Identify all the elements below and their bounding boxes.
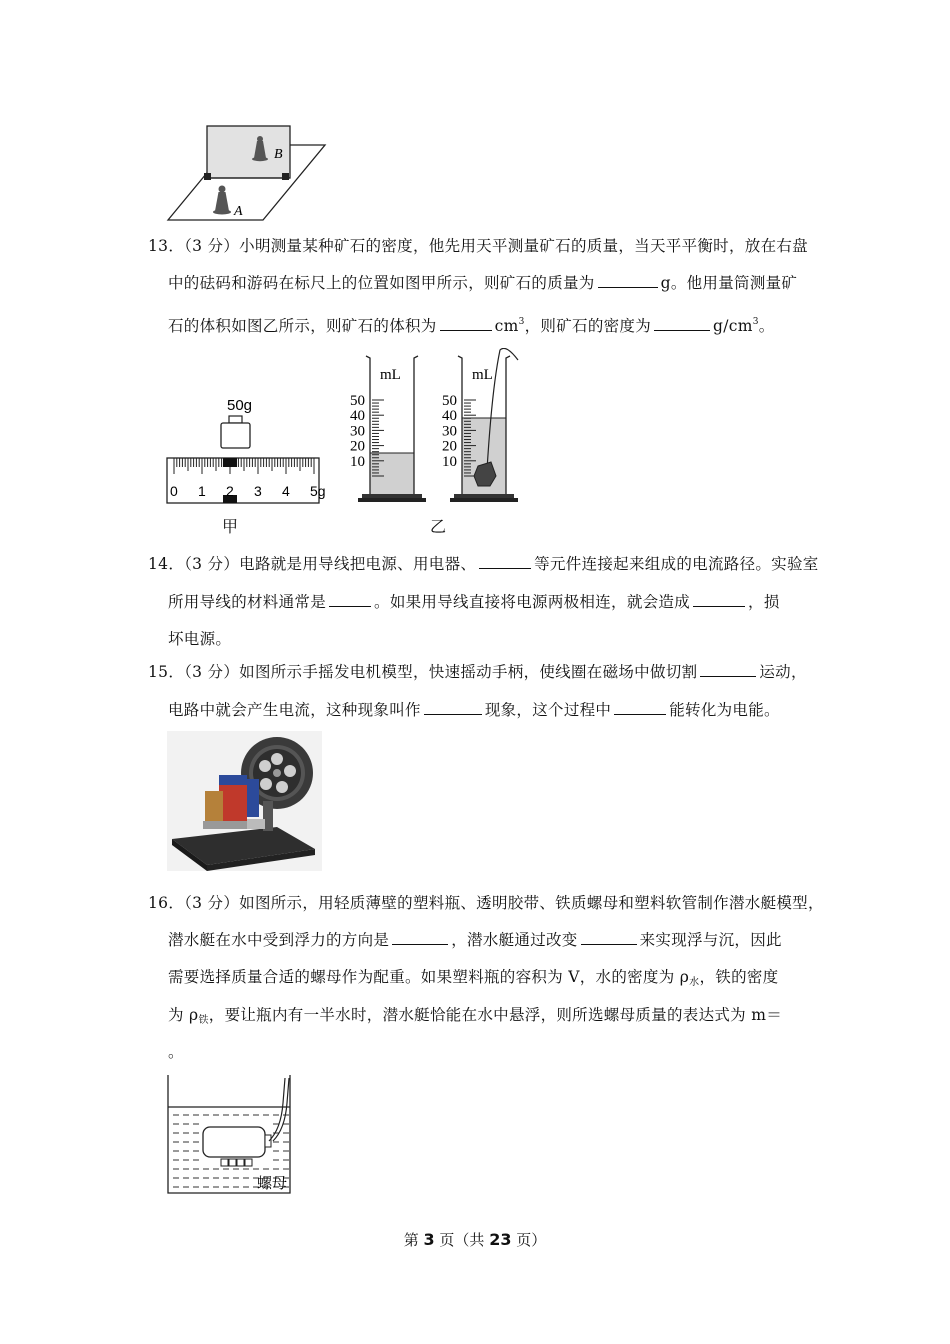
q16-line-1: 16．（3 分）如图所示，用轻质薄壁的塑料瓶、透明胶带、铁质螺母和塑料软管制作潜水艇模型，	[148, 894, 824, 912]
answer-blank-change[interactable]	[581, 930, 637, 945]
svg-text:mL: mL	[472, 367, 493, 383]
cylinder-label: 10	[350, 453, 365, 470]
candle-a	[213, 186, 231, 215]
ruler-label: 3	[254, 483, 262, 499]
nut-icons	[221, 1159, 252, 1166]
answer-blank-element[interactable]	[479, 554, 531, 569]
answer-blank-phenomenon[interactable]	[424, 700, 482, 715]
svg-text:mL: mL	[380, 367, 401, 383]
q15-line-2: 电路中就会产生电流，这种现象叫作 现象，这个过程中 能转化为电能。	[168, 701, 780, 719]
answer-blank-mass[interactable]	[598, 273, 658, 288]
svg-text:螺母: 螺母	[257, 1174, 288, 1192]
cylinder-label: 20	[442, 438, 457, 455]
q15-line-1: 15．（3 分）如图所示手摇发电机模型，快速摇动手柄，使线圈在磁场中做切割 运动，	[148, 663, 807, 681]
answer-blank-volume[interactable]	[440, 316, 492, 331]
q13-line-2: 中的砝码和游码在标尺上的位置如图甲所示，则矿石的质量为 g。他用量筒测量矿	[168, 274, 798, 292]
page-footer: 第 3 页（共 23 页）	[403, 1230, 547, 1249]
svg-text:B: B	[274, 147, 283, 162]
q16-line-4: 为 $\rho_铁$，要让瓶内有一半水时，潜水艇恰能在水中悬浮，则所选螺母质量的表达式为 m＝	[168, 1006, 782, 1026]
ruler-label: 1	[198, 483, 206, 499]
svg-text:A: A	[234, 204, 243, 219]
cylinder-label: 50	[350, 393, 365, 409]
q14-line-1: 14．（3 分）电路就是用导线把电源、用电器、 等元件连接起来组成的电流路径。实验室	[148, 555, 819, 573]
rider-top	[223, 458, 237, 467]
ruler-label: 2	[226, 483, 234, 499]
cylinder-label: 50	[442, 393, 457, 409]
ruler-label: 5g	[310, 483, 326, 499]
cylinder-empty	[350, 356, 426, 502]
plane-mirror-figure	[160, 120, 330, 225]
answer-blank-material[interactable]	[329, 592, 371, 607]
cylinder-label: 20	[350, 438, 365, 455]
cylinder-label: 40	[350, 408, 365, 425]
answer-blank-density[interactable]	[654, 316, 710, 331]
q14-line-3: 坏电源。	[168, 630, 232, 648]
figure-caption-yi: 乙	[430, 517, 447, 536]
figure-caption-jia: 甲	[222, 517, 239, 536]
plastic-bottle	[203, 1127, 265, 1157]
graduated-cylinders-figure	[340, 348, 530, 508]
svg-text:50g: 50g	[227, 397, 253, 414]
ruler-label: 0	[170, 483, 178, 499]
cylinder-label: 40	[442, 408, 457, 425]
answer-blank-energy[interactable]	[614, 700, 666, 715]
answer-blank-cut-motion[interactable]	[700, 662, 756, 677]
cylinder-label: 30	[442, 423, 457, 440]
answer-blank-buoyancy-direction[interactable]	[392, 930, 448, 945]
q13-line-3: 石的体积如图乙所示，则矿石的体积为 $cm^3$，则矿石的密度为 $g/cm^3$。	[168, 317, 775, 335]
soft-tube	[269, 1078, 285, 1141]
q13-line-1: 13．（3 分）小明测量某种矿石的密度，他先用天平测量矿石的质量，当天平平衡时，放在右盘	[148, 237, 808, 255]
submarine-model-figure	[165, 1073, 295, 1198]
q16-line-5: 。	[168, 1043, 184, 1061]
q16-line-3: 需要选择质量合适的螺母作为配重。如果塑料瓶的容积为 V，水的密度为 $\rho_水$，铁的密度	[168, 968, 779, 988]
hand-crank-generator-photo	[167, 731, 322, 871]
cylinder-with-rock	[442, 348, 518, 502]
answer-blank-short-circuit[interactable]	[693, 592, 745, 607]
q16-line-2: 潜水艇在水中受到浮力的方向是 ，潜水艇通过改变 来实现浮与沉，因此	[168, 931, 782, 949]
ruler-label: 4	[282, 483, 290, 499]
cylinder-label: 30	[350, 423, 365, 440]
weight-icon	[221, 416, 250, 448]
cylinder-label: 10	[442, 453, 457, 470]
q14-line-2: 所用导线的材料通常是 。如果用导线直接将电源两极相连，就会造成 ，损	[168, 593, 780, 611]
cylinder-1-ticks	[350, 393, 384, 476]
balance-figure	[160, 388, 330, 513]
